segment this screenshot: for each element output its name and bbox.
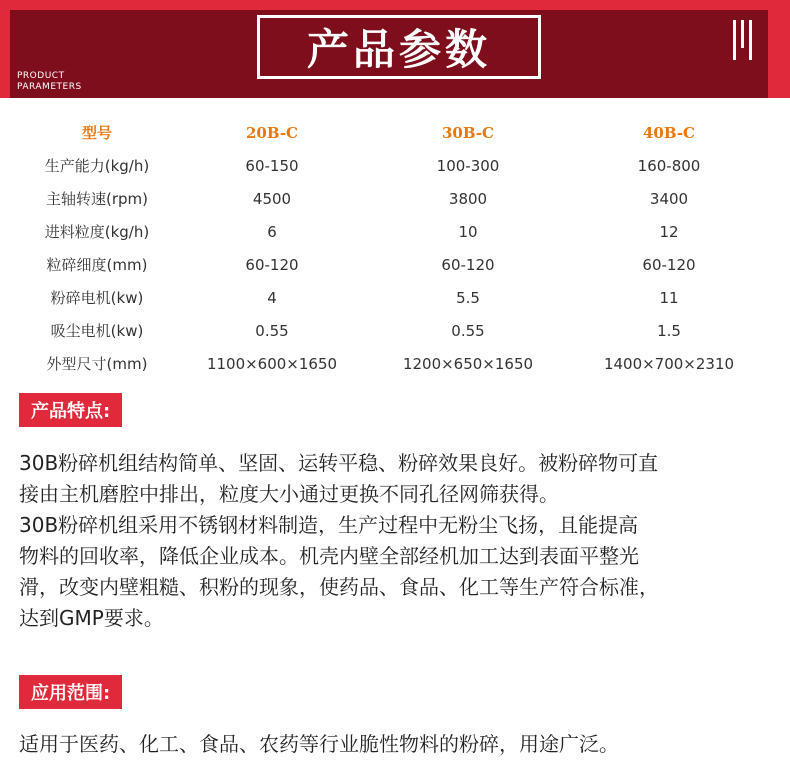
table-cell: 3800 [448, 189, 488, 208]
table-cell: 1200×650×1650 [402, 354, 534, 373]
table-row [22, 248, 774, 281]
table-cell: 60-120 [642, 255, 696, 274]
table-row [22, 149, 774, 182]
table-row [22, 314, 774, 347]
application-text: 适用于医药、化工、食品、农药等行业脆性物料的粉碎，用途广泛。 [19, 732, 619, 756]
page-title: 产品参数 [306, 25, 491, 74]
english-subtitle-line1: PRODUCT [17, 71, 65, 81]
table-cell: 4 [267, 288, 277, 307]
table-cell: 1.5 [657, 321, 681, 340]
table-cell: 1400×700×2310 [603, 354, 735, 373]
title-frame [257, 15, 541, 79]
table-row [22, 215, 774, 248]
features-line: 30B粉碎机组结构简单、坚固、运转平稳、粉碎效果良好。被粉碎物可直 [19, 451, 659, 475]
english-subtitle-line2: PARAMETERS [17, 82, 82, 92]
table-cell: 4500 [252, 189, 292, 208]
header-banner [0, 0, 790, 98]
table-cell: 11 [659, 288, 679, 307]
row-label: 吸尘电机(kw) [50, 322, 144, 340]
column-header: 40B-C [643, 123, 695, 142]
table-cell: 3400 [649, 189, 689, 208]
table-cell: 0.55 [451, 321, 485, 340]
vertical-bars-icon [733, 20, 755, 60]
table-cell: 1100×600×1650 [206, 354, 338, 373]
row-label: 进料粒度(kg/h) [44, 223, 150, 241]
row-label: 粉碎电机(kw) [50, 289, 144, 307]
parameters-table [22, 116, 774, 380]
table-cell: 160-800 [637, 156, 701, 175]
features-line: 接由主机磨腔中排出，粒度大小通过更换不同孔径网筛获得。 [19, 482, 559, 506]
table-cell: 6 [267, 222, 277, 241]
table-cell: 60-120 [245, 255, 299, 274]
column-header: 20B-C [246, 123, 298, 142]
table-cell: 5.5 [456, 288, 480, 307]
column-header: 型号 [81, 124, 112, 142]
features-heading: 产品特点: [19, 393, 122, 427]
column-header: 30B-C [442, 123, 494, 142]
table-cell: 10 [458, 222, 478, 241]
row-label: 主轴转速(rpm) [45, 190, 148, 208]
table-header-row [22, 116, 774, 149]
table-row [22, 281, 774, 314]
features-line: 30B粉碎机组采用不锈钢材料制造，生产过程中无粉尘飞扬，且能提高 [19, 513, 639, 537]
table-row [22, 347, 774, 380]
features-line: 滑，改变内壁粗糙、积粉的现象，使药品、食品、化工等生产符合标准， [19, 575, 659, 599]
application-heading: 应用范围: [19, 675, 122, 709]
table-cell: 0.55 [255, 321, 289, 340]
row-label: 生产能力(kg/h) [44, 157, 150, 175]
row-label: 外型尺寸(mm) [46, 355, 148, 373]
english-subtitle [17, 71, 82, 93]
table-cell: 60-120 [441, 255, 495, 274]
features-line: 物料的回收率，降低企业成本。机壳内壁全部经机加工达到表面平整光 [19, 544, 639, 568]
table-cell: 60-150 [245, 156, 299, 175]
table-cell: 12 [659, 222, 679, 241]
table-cell: 100-300 [436, 156, 500, 175]
features-text [19, 448, 789, 634]
table-row [22, 182, 774, 215]
features-line: 达到GMP要求。 [19, 606, 164, 630]
row-label: 粒碎细度(mm) [46, 256, 148, 274]
